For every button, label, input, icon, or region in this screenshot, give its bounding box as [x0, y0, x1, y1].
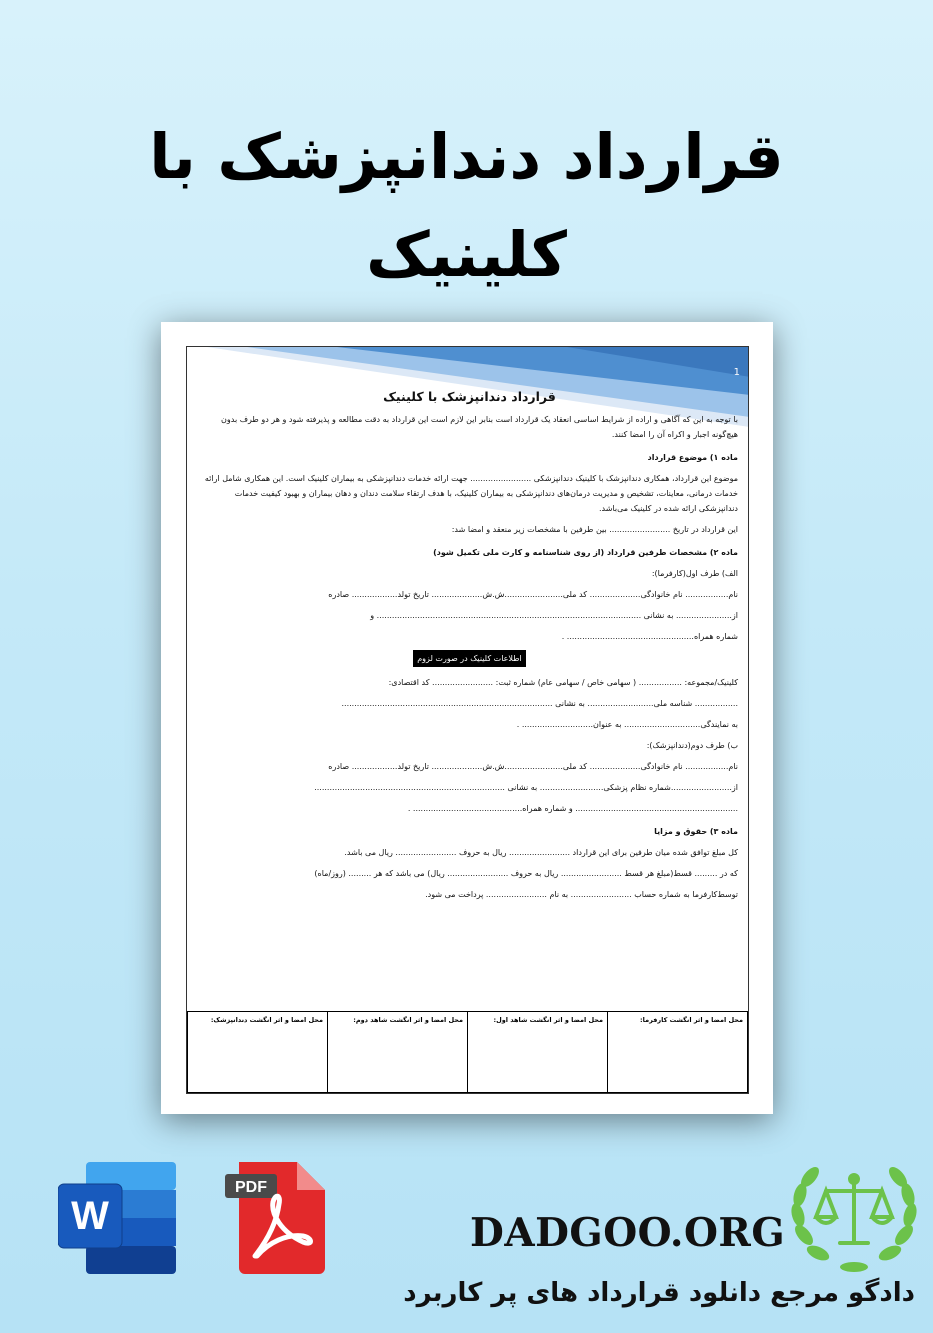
clinic-line2: ................. شناسه ملی.......................... به نشانی ...................................................................................	[341, 699, 738, 708]
page-number: 1	[733, 367, 740, 378]
article3-heading: ماده ۳) حقوق و مزایا	[654, 827, 738, 836]
pdf-icon-label: PDF	[235, 1179, 267, 1196]
party2-line2: از........................شماره نظام پزشکی......................... به نشانی ...........................................................................	[314, 783, 738, 792]
party1-line1: نام................. نام خانوادگی.................... کد ملی.......................ش.ش.................... تاریخ تولد.................. صادره	[328, 590, 738, 599]
signature-cell-witness1: محل امضا و اثر انگشت شاهد اول:	[468, 1012, 608, 1093]
cover-title-line2: کلینیک	[366, 218, 567, 291]
signature-row	[188, 1012, 748, 1093]
party1-line2: از...................... به نشانی ........................................................................................................ و	[370, 611, 738, 620]
party1-line3: شماره همراه.................................................. .	[561, 632, 738, 641]
party2-line1: نام................. نام خانوادگی.................... کد ملی.......................ش.ش.................... تاریخ تولد.................. صادره	[328, 762, 738, 771]
signature-cell-employer: محل امضا و اثر انگشت کارفرما:	[608, 1012, 748, 1093]
document-preview	[161, 322, 773, 1114]
document-title: قرارداد دندانپزشک با کلینیک	[383, 389, 556, 404]
cover-title-line1: قرارداد دندانپزشک با	[149, 120, 784, 193]
article1-text: موضوع این قرارداد، همکاری دندانپزشک با کلینیک دندانپزشکی ........................ جهت ارائه خدمات دندانپزشکی به بیماران کلینیک است. این همکاری شامل ارائه خدمات درمانی، معاینات، تشخیص و مدیریت درمان‌های دندانپزشکی به بیماران کلینیک، با هدف ارتقاء سلامت دندان و دهان بیماران و بهبود کیفیت خدمات دندانپزشکی ارائه شده در کلینیک می‌باشد.	[204, 474, 738, 513]
article3-line3: توسط‌کارفرما به شماره حساب ........................ به نام ........................ پرداخت می شود.	[425, 890, 738, 899]
party2-label: ب) طرف دوم(دندانپزشک):	[646, 741, 738, 750]
document-frame	[186, 346, 749, 1094]
party2-line3: ................................................................ و شماره همراه........................................... .	[407, 804, 738, 813]
article2-heading: ماده ۲) مشخصات طرفین قرارداد (از روی شناسنامه و کارت ملی تکمیل شود)	[433, 548, 738, 557]
clinic-line3: به نمایندگی.............................. به عنوان............................ .	[516, 720, 738, 729]
article3-line2: که در ......... قسط(مبلغ هر قسط ........................ ریال به حروف ........................ ریال) می باشد که هر ......... (روز/ماه)	[314, 869, 738, 878]
word-icon-letter: W	[71, 1194, 109, 1238]
tagline: دادگو مرجع دانلود قرارداد های پر کاربرد	[403, 1278, 915, 1308]
party1-label: الف) طرف اول(کارفرما):	[651, 569, 738, 578]
document-body	[201, 389, 738, 908]
word-file-icon[interactable]	[58, 1162, 178, 1274]
clinic-info-label: اطلاعات کلینیک در صورت لزوم	[413, 650, 526, 667]
brand-name[interactable]: DADGOO.ORG	[470, 1210, 786, 1256]
article1-heading: ماده ۱) موضوع قرارداد	[647, 453, 738, 462]
cover-title	[60, 108, 873, 304]
pdf-file-icon[interactable]	[225, 1160, 327, 1276]
logo-emblem[interactable]	[788, 1155, 920, 1273]
intro-paragraph: با توجه به این که آگاهی و اراده از شرایط اساسی انعقاد یک قرارداد است بنابر این لازم است این قرارداد به دقت مطالعه و پذیرفته شود و هر دو طرف بدون هیچ‌گونه اجبار و اکراه آن را امضا کنند.	[221, 415, 738, 439]
signature-cell-dentist: محل امضا و اثر انگشت دندانپزشک:	[188, 1012, 328, 1093]
signature-table	[187, 1011, 748, 1093]
contract-date-line: این قرارداد در تاریخ ........................ بین طرفین با مشخصات زیر منعقد و امضا شد:	[451, 525, 738, 534]
clinic-line1: کلینیک/مجموعه: ................. ( سهامی خاص / سهامی عام) شماره ثبت: ........................ کد اقتصادی:	[388, 678, 738, 687]
signature-cell-witness2: محل امضا و اثر انگشت شاهد دوم:	[328, 1012, 468, 1093]
article3-line1: کل مبلغ توافق شده میان طرفین برای این قرارداد ........................ ریال به حروف ........................ ریال می باشد.	[344, 848, 738, 857]
